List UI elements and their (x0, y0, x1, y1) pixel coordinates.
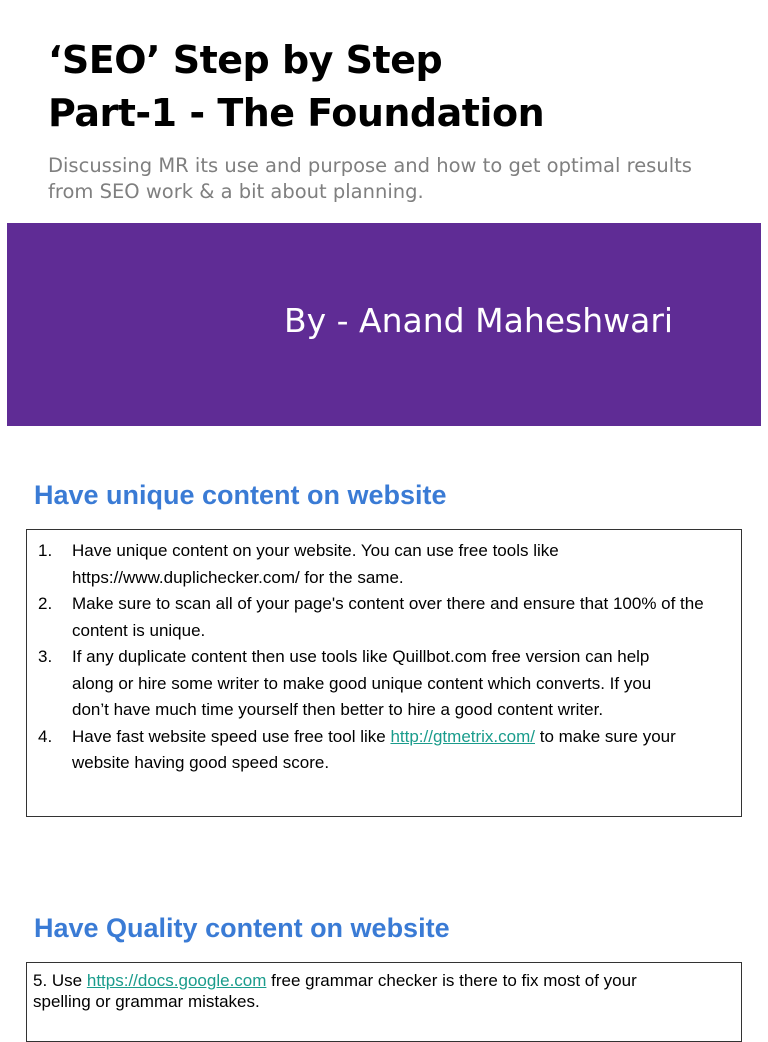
list-item (27, 644, 741, 724)
author-banner (7, 223, 761, 426)
list-item-text: don’t have much time yourself then better to hire a good content writer. (72, 700, 604, 719)
list-item-text: content is unique. (72, 620, 206, 640)
section-heading-quality-content: Have Quality content on website (34, 913, 450, 943)
title-line-1: ‘SEO’ Step by Step (48, 38, 443, 82)
list-item-text: along or hire some writer to make good unique content which converts. If you (72, 673, 652, 693)
unique-content-list (27, 538, 741, 777)
item-text: free grammar checker is there to fix most of your (266, 971, 637, 990)
list-item-number: 3. (38, 647, 53, 666)
title-line-2: Part-1 - The Foundation (48, 91, 545, 135)
author-byline: By - Anand Maheshwari (284, 301, 674, 340)
list-item-text: Make sure to scan all of your page's content over there and ensure that 100% of the (72, 594, 704, 613)
unique-content-box (26, 529, 742, 817)
list-item (27, 591, 741, 644)
list-item-text: Have unique content on your website. You can use free tools like (72, 541, 559, 560)
section-heading-unique-content: Have unique content on website (34, 480, 447, 510)
page-subtitle (48, 153, 748, 205)
list-item-text: website having good speed score. (72, 753, 330, 772)
list-item-text: Have fast website speed use free tool like (72, 726, 391, 746)
list-item-text: to make sure your (535, 726, 676, 746)
list-item-number: 2. (38, 594, 53, 613)
list-item (27, 538, 741, 591)
item-text: spelling or grammar mistakes. (33, 992, 260, 1011)
page-title (48, 34, 544, 140)
gtmetrix-link[interactable]: http://gtmetrix.com/ (390, 726, 535, 746)
list-item (27, 724, 741, 777)
list-item-text: https://www.duplichecker.com/ for the same. (72, 567, 404, 587)
google-docs-link[interactable]: https://docs.google.com (86, 971, 267, 990)
list-item-number: 1. (38, 541, 53, 560)
quality-content-text (27, 963, 741, 1012)
subtitle-line-1: Discussing MR its use and purpose and how to get optimal results (48, 154, 692, 177)
list-item-number: 4. (38, 726, 53, 746)
list-item-text: If any duplicate content then use tools like Quillbot.com free version can help (72, 647, 650, 666)
subtitle-line-2: from SEO work & a bit about planning. (48, 180, 424, 203)
quality-content-box (26, 962, 742, 1042)
item-text: 5. Use (33, 971, 87, 990)
